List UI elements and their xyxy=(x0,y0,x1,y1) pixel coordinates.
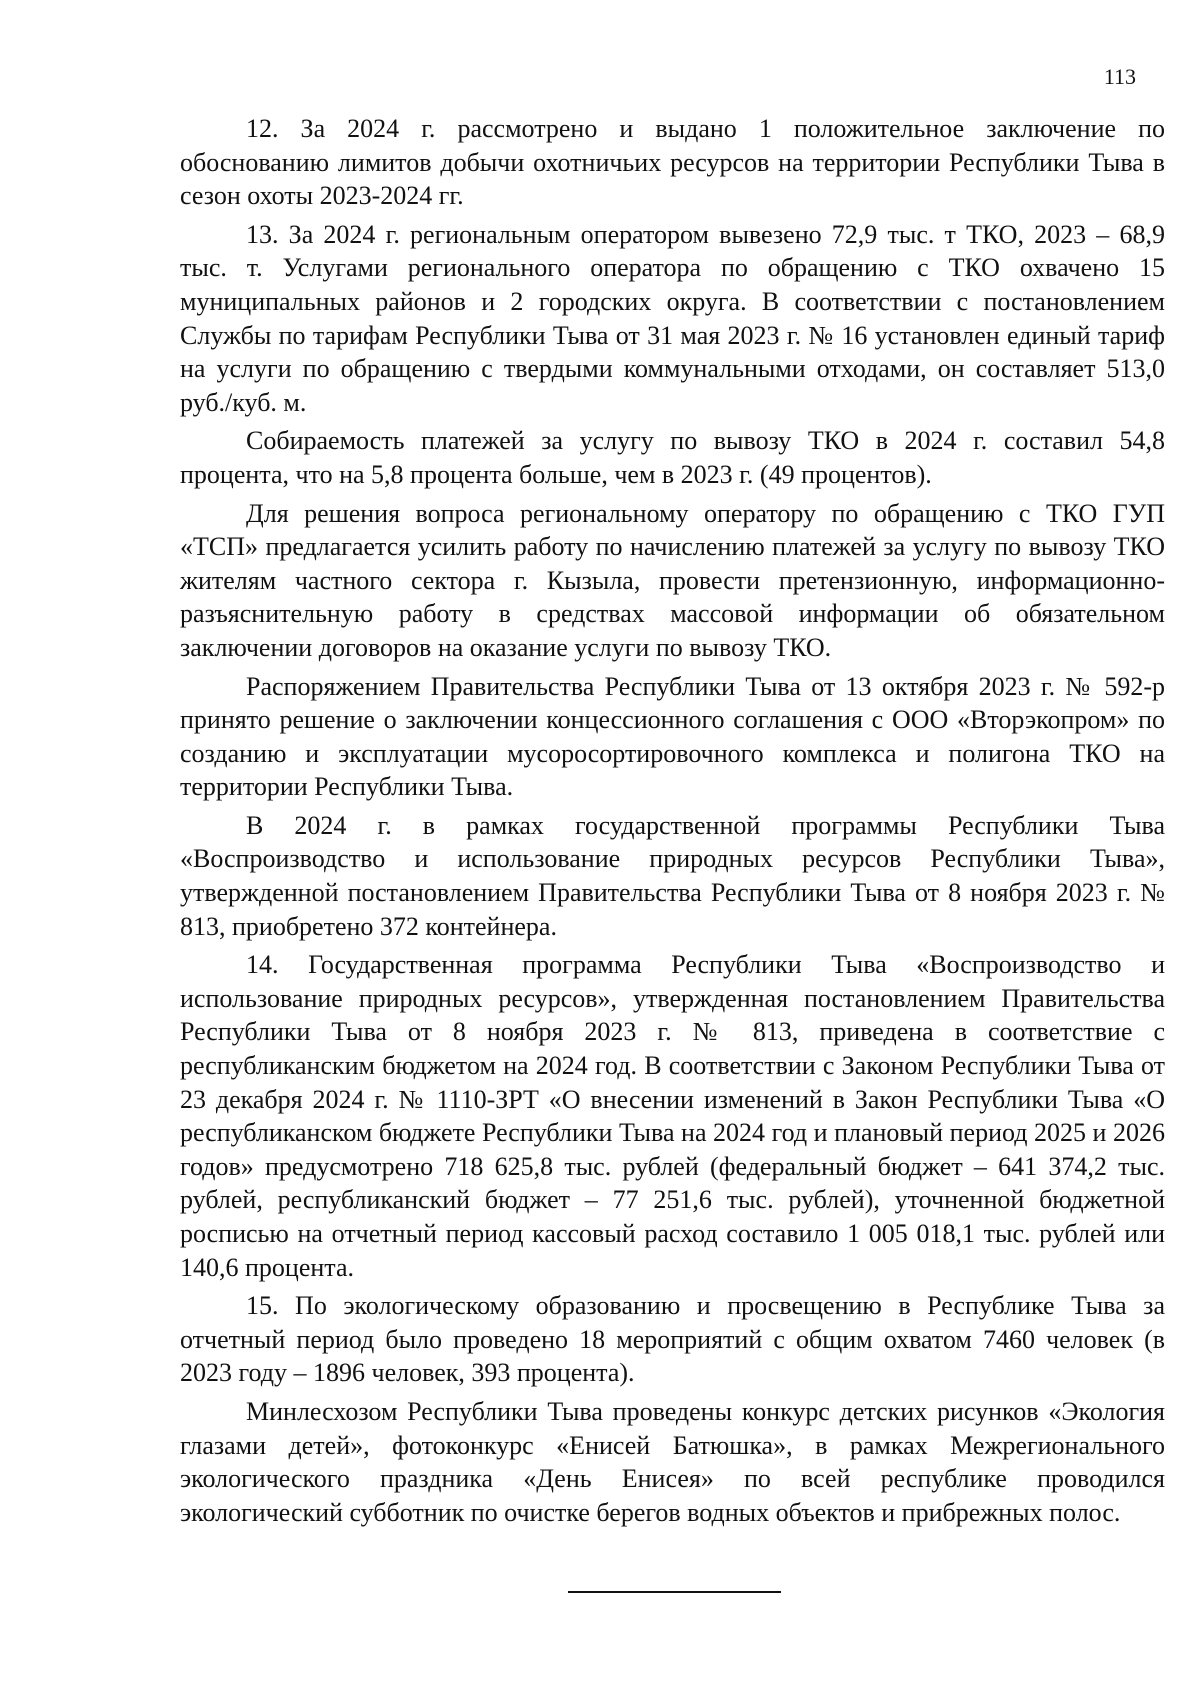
paragraph-13: 13. За 2024 г. региональным оператором вывезено 72,9 тыс. т ТКО, 2023 – 68,9 тыс. т. Услугами регионального оператора по обращению с ТКО охвачено 15 муниципальных районов и 2 городских округа. В соответствии с постановлением Службы по тарифам Республики Тыва от 31 мая 2023 г. № 16 установлен единый тариф на услуги по обращению с твердыми коммунальными отходами, он составляет 513,0 руб./куб. м. xyxy=(180,219,1165,417)
paragraph-containers: В 2024 г. в рамках государственной программы Республики Тыва «Воспроизводство и использование природных ресурсов Республики Тыва», утвержденной постановлением Правительства Республики Тыва от 8 ноября 2023 г. № 813, приобретено 372 контейнера. xyxy=(180,810,1165,941)
end-rule xyxy=(568,1591,781,1593)
paragraph-payments: Собираемость платежей за услугу по вывозу ТКО в 2024 г. составил 54,8 процента, что на 5,8 процента больше, чем в 2023 г. (49 процентов). xyxy=(180,426,1165,489)
document-body xyxy=(180,112,1165,1534)
paragraph-15: 15. По экологическому образованию и просвещению в Республике Тыва за отчетный период было проведено 18 мероприятий с общим охватом 7460 человек (в 2023 году – 1896 человек, 393 процента). xyxy=(180,1291,1165,1388)
paragraph-events: Минлесхозом Республики Тыва проведены конкурс детских рисунков «Экология глазами детей», фотоконкурс «Енисей Батюшка», в рамках Межрегионального экологического праздника «День Енисея» по всей республике проводился экологический субботник по очистке берегов водных объектов и прибрежных полос. xyxy=(180,1396,1165,1527)
page-number: 113 xyxy=(1103,64,1136,89)
paragraph-operator: Для решения вопроса региональному оператору по обращению с ТКО ГУП «ТСП» предлагается усилить работу по начислению платежей за услугу по вывозу ТКО жителям частного сектора г. Кызыла, провести претензионную, информационно-разъяснительную работу в средствах массовой информации об обязательном заключении договоров на оказание услуги по вывозу ТКО. xyxy=(180,498,1165,662)
paragraph-concession: Распоряжением Правительства Республики Тыва от 13 октября 2023 г. № 592-р принято решение о заключении концессионного соглашения с ООО «Вторэкопром» по созданию и эксплуатации мусоросортировочного комплекса и полигона ТКО на территории Республики Тыва. xyxy=(180,671,1165,802)
paragraph-14: 14. Государственная программа Республики Тыва «Воспроизводство и использование природных ресурсов», утвержденная постановлением Правительства Республики Тыва от 8 ноября 2023 г. № 813, приведена в соответствие с республиканским бюджетом на 2024 год. В соответствии с Законом Республики Тыва от 23 декабря 2024 г. № 1110-ЗРТ «О внесении изменений в Закон Республики Тыва «О республиканском бюджете Республики Тыва на 2024 год и плановый период 2025 и 2026 годов» предусмотрено 718 625,8 тыс. рублей (федеральный бюджет – 641 374,2 тыс. рублей, республиканский бюджет – 77 251,6 тыс. рублей), уточненной бюджетной росписью на отчетный период кассовый расход составило 1 005 018,1 тыс. рублей или 140,6 процента. xyxy=(180,950,1165,1282)
paragraph-12: 12. За 2024 г. рассмотрено и выдано 1 положительное заключение по обоснованию лимитов добычи охотничьих ресурсов на территории Республики Тыва в сезон охоты 2023-2024 гг. xyxy=(180,114,1165,211)
